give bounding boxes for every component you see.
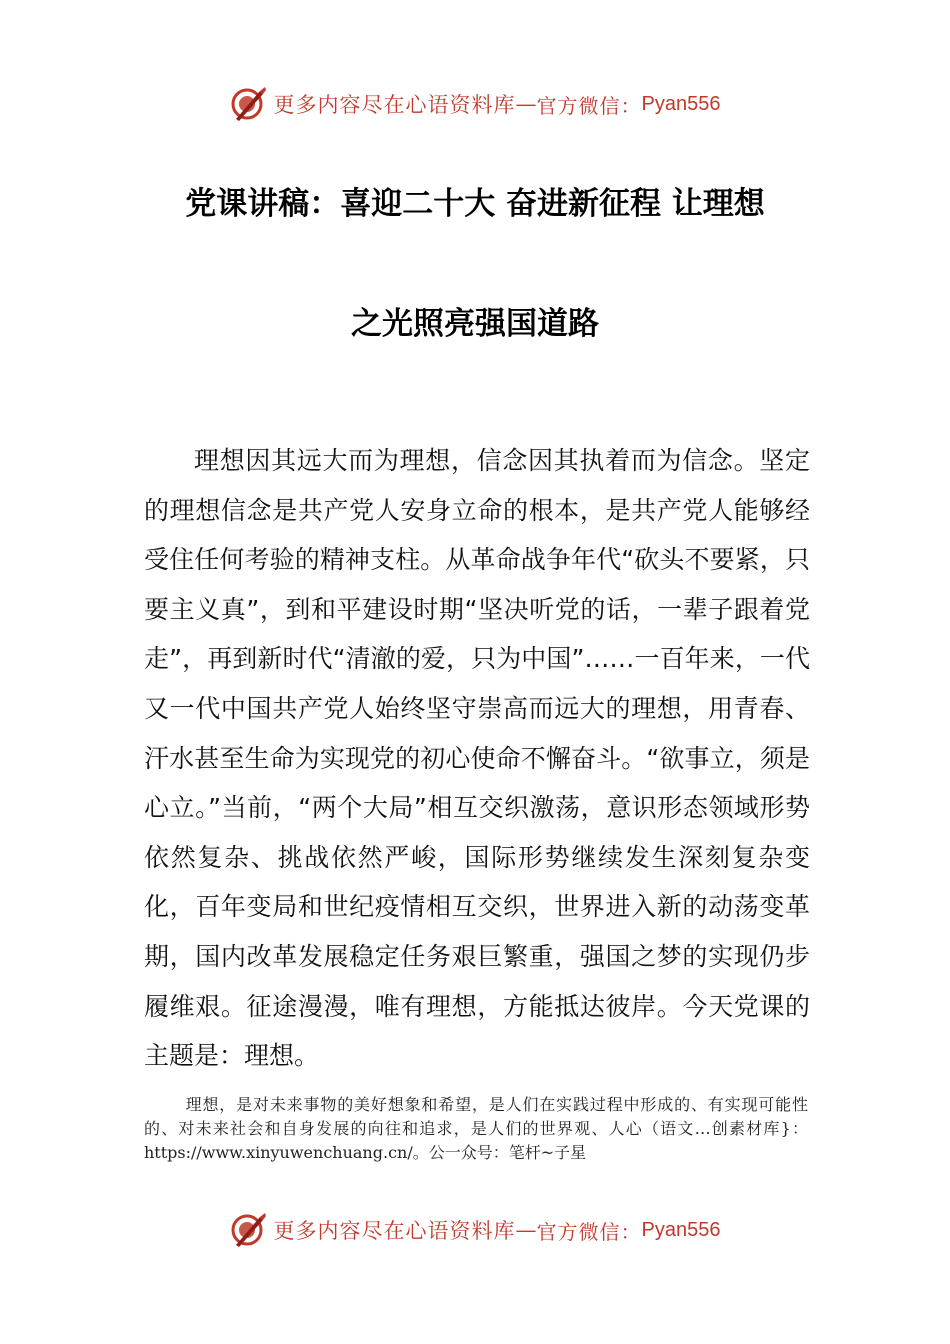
pen-circle-logo-icon xyxy=(230,1211,268,1249)
header-banner xyxy=(0,82,950,126)
banner-wechat-label: 官方微信： xyxy=(536,93,642,118)
banner-main-text: 更多内容尽在心语资料库 xyxy=(273,93,516,117)
document-title-line-2: 之光照亮强国道路 xyxy=(351,306,599,342)
footer-banner xyxy=(0,1208,950,1252)
pen-circle-logo-icon xyxy=(230,85,268,123)
banner-wechat-id: Pyan556 xyxy=(641,92,721,115)
body-paragraph: 理想因其远大而为理想，信念因其执着而为信念。坚定的理想信念是共产党人安身立命的根本，是共产党人能够经受住任何考验的精神支柱。从革命战争年代“砍头不要紧，只要主义真”，到和平建设时期“坚决听党的话，一辈子跟着党走”，再到新时代“清澈的爱，只为中国”……一百年来，一代又一代中国共产党人始终坚守崇高而远大的理想，用青春、汗水甚至生命为实现党的初心使命不懈奋斗。“欲事立，须是心立。”当前，“两个大局”相互交织激荡，意识形态领域形势依然复杂、挑战依然严峻，国际形势继续发生深刻复杂变化，百年变局和世纪疫情相互交织，世界进入新的动荡变革期，国内改革发展稳定任务艰巨繁重，强国之梦的实现仍步履维艰。征途漫漫，唯有理想，方能抵达彼岸。今天党课的主题是：理想。 xyxy=(144,446,810,1071)
banner-wechat-label: 官方微信： xyxy=(536,1219,642,1244)
banner-separator: — xyxy=(515,92,537,116)
footnote-paragraph: 理想，是对未来事物的美好想象和希望，是人们在实践过程中形成的、有实现可能性的、对未来社会和自身发展的向往和追求，是人们的世界观、人心（语文…创素材库}：https://www.xinyuwenchuang.cn/。公一众号：笔杆~子星 xyxy=(144,1095,808,1162)
document-title-line-1: 党课讲稿：喜迎二十大 奋进新征程 让理想 xyxy=(185,186,765,222)
banner-wechat-id: Pyan556 xyxy=(641,1218,721,1241)
banner-separator: — xyxy=(515,1218,537,1242)
banner-main-text: 更多内容尽在心语资料库 xyxy=(273,1219,516,1243)
